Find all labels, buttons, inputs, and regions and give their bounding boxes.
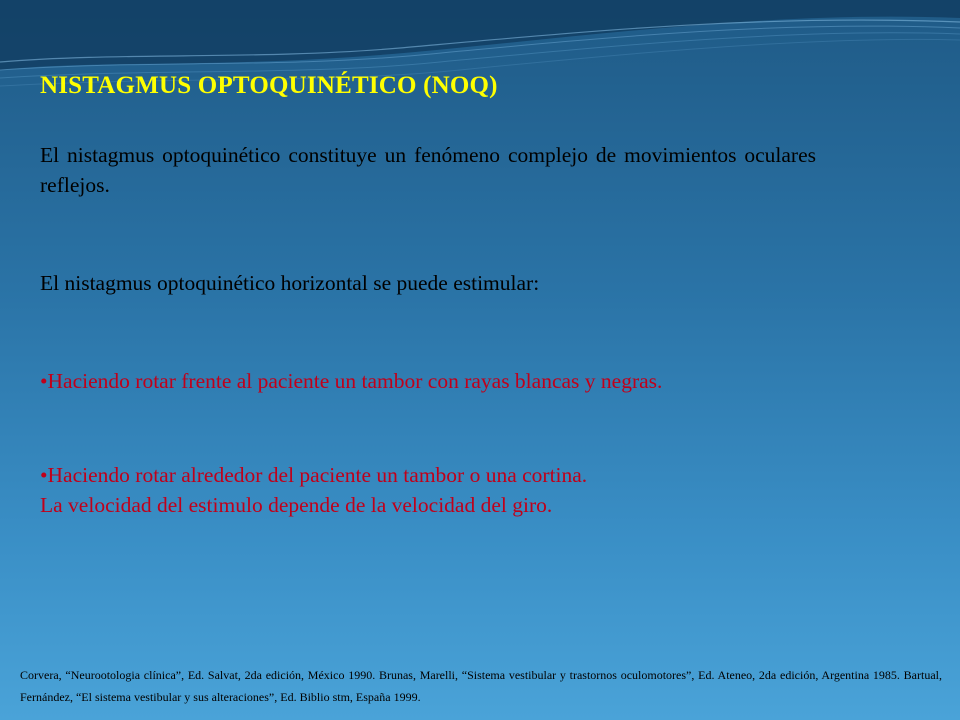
bullet-text: Haciendo rotar alrededor del paciente un tambor o una cortina. (47, 463, 588, 487)
references-footnote: Corvera, “Neurootologia clínica”, Ed. Salvat, 2da edición, México 1990. Brunas, Marelli, “Sistema vestibular y trastornos oculomotores”, Ed. Ateneo, 2da edición, Argentina 1985. Bartual, Fernández, “El sistema vestibular y sus alteraciones”, Ed. Biblio stm, España 1999. (20, 668, 942, 704)
bullet-continuation: La velocidad del estimulo depende de la velocidad del giro. (40, 493, 553, 517)
bullet-item (40, 460, 816, 520)
bullet-line (40, 460, 816, 490)
bullet-marker: • (40, 369, 48, 393)
decorative-waves (0, 0, 960, 120)
bullet-marker: • (40, 463, 48, 487)
intro-paragraph: El nistagmus optoquinético constituye un fenómeno complejo de movimientos oculares reflejos. (40, 143, 816, 197)
stimulation-paragraph: El nistagmus optoquinético horizontal se puede estimular: (40, 271, 540, 295)
slide-title: NISTAGMUS OPTOQUINÉTICO (NOQ) (40, 72, 498, 99)
bullet-item (40, 366, 816, 396)
bullet-text: Haciendo rotar frente al paciente un tambor con rayas blancas y negras. (47, 369, 663, 393)
